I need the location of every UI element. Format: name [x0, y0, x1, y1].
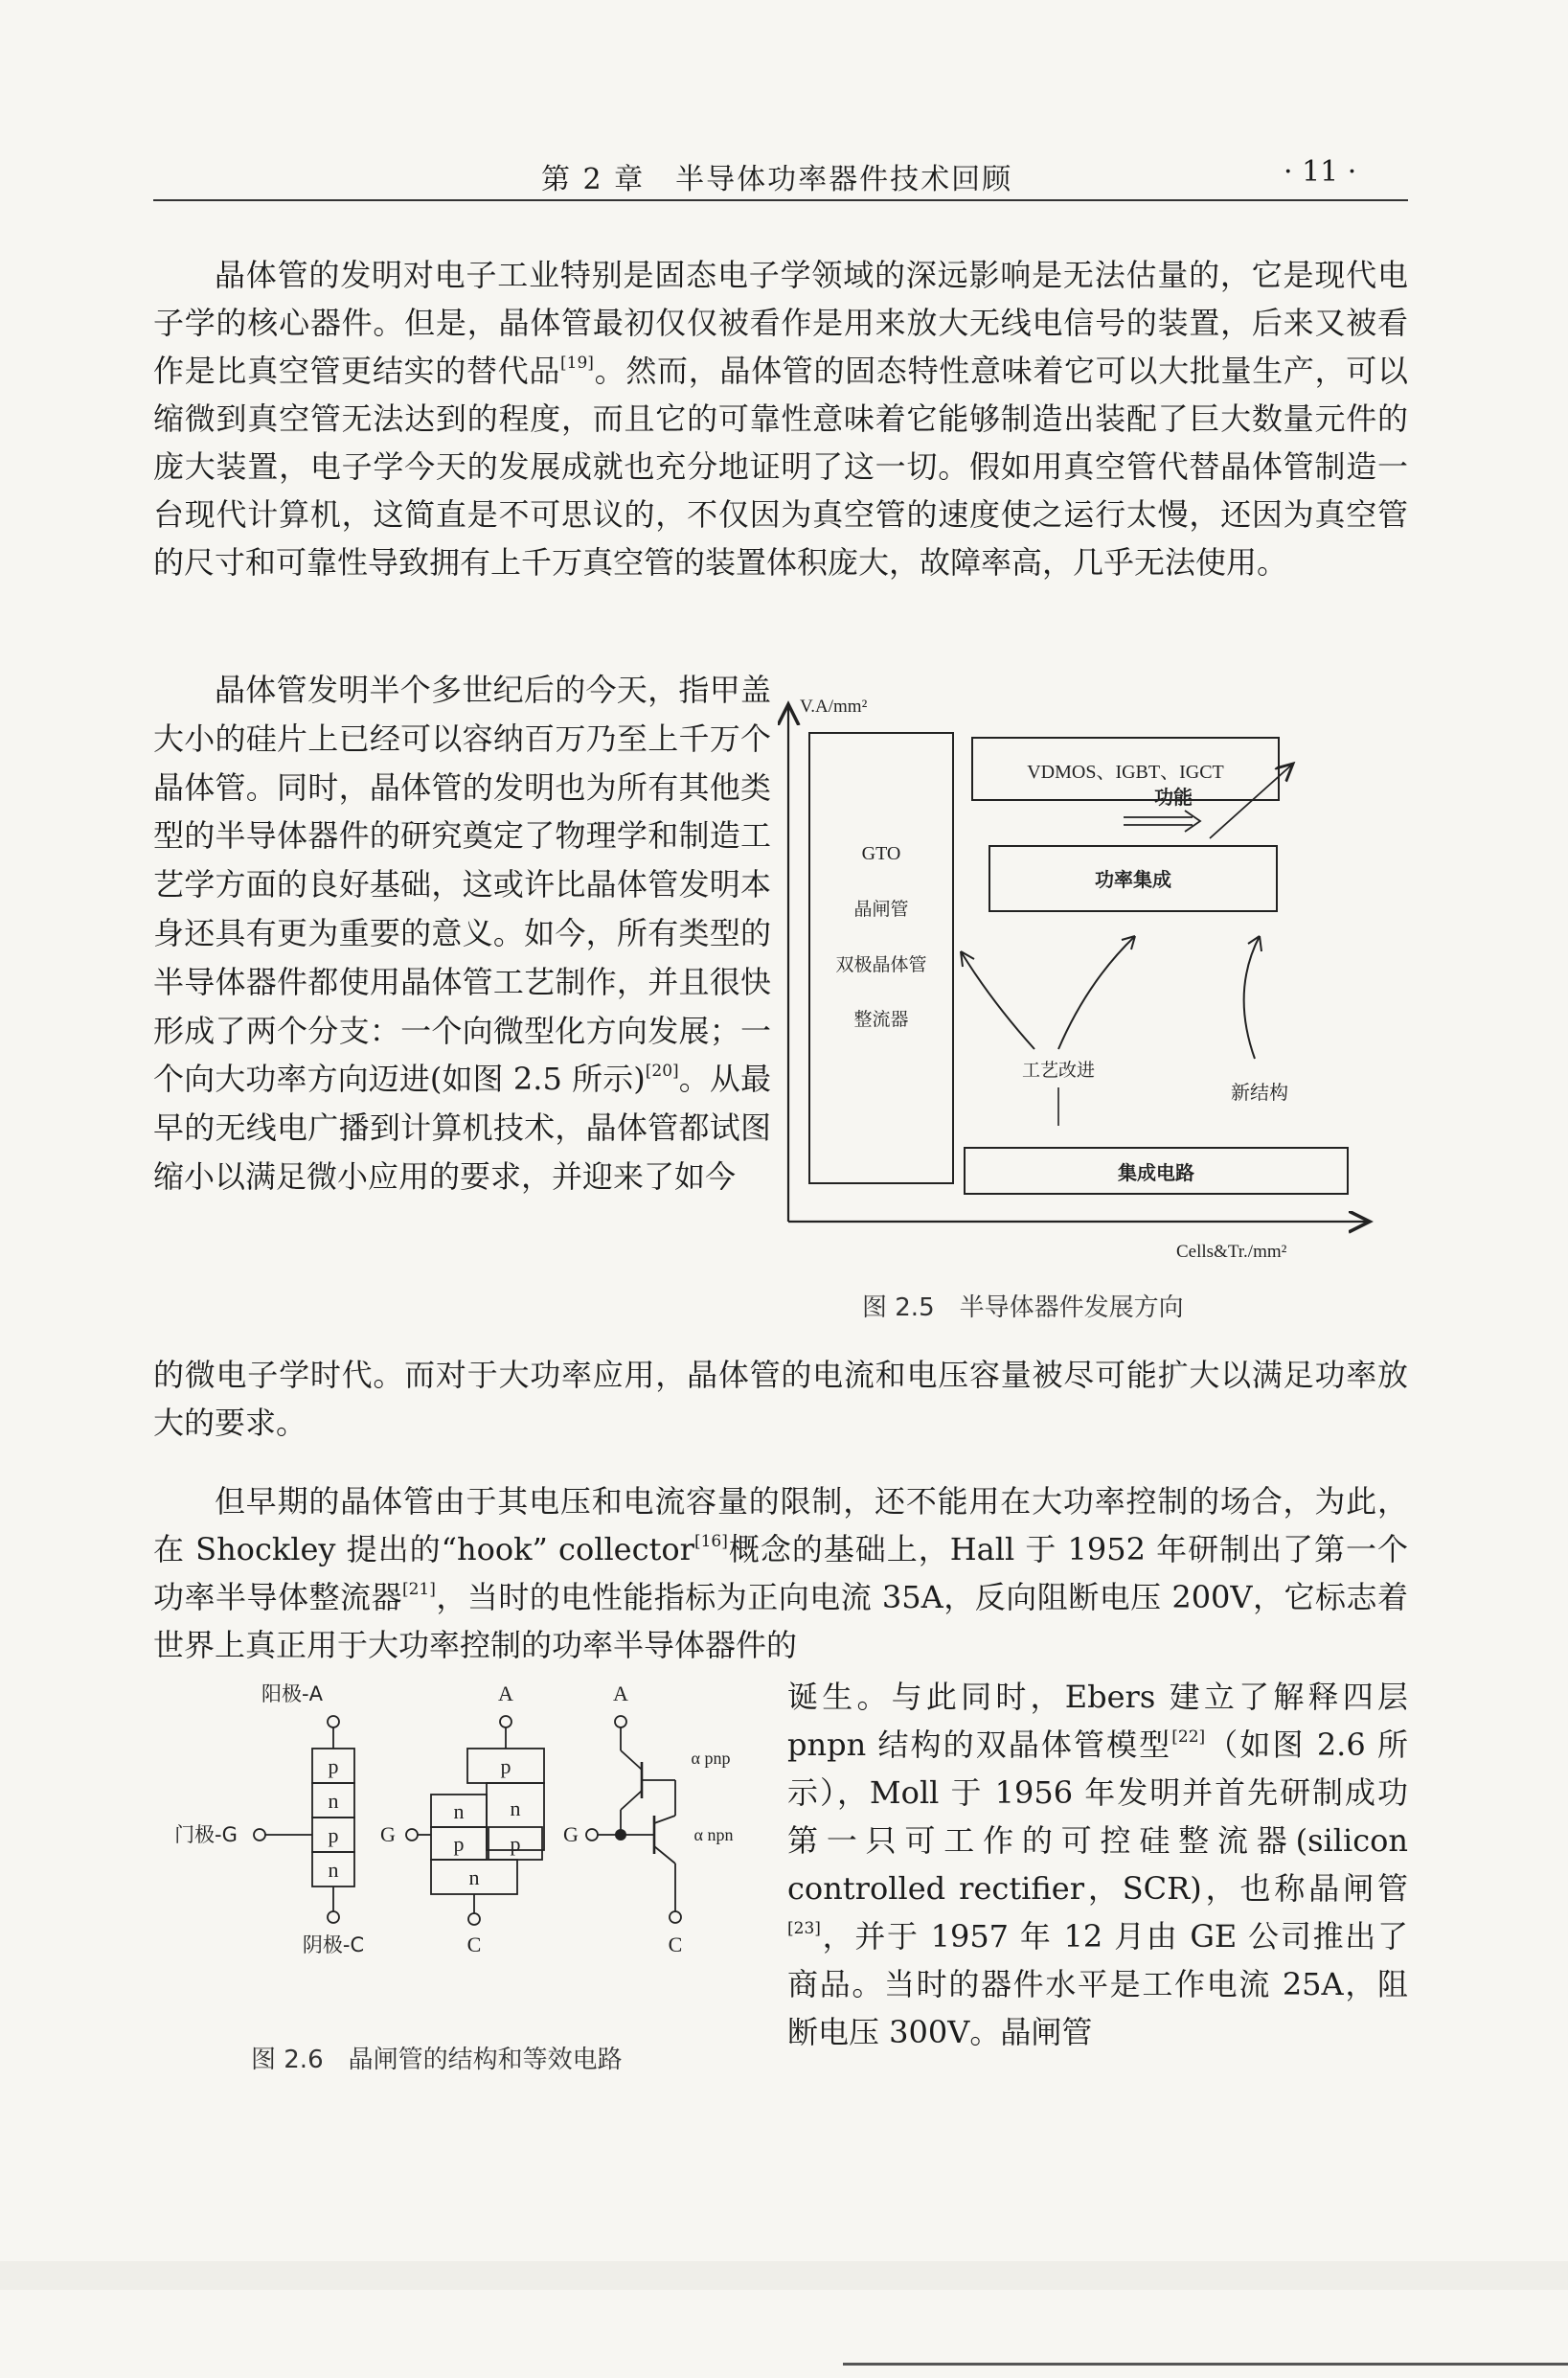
- npn-collector: [654, 1816, 675, 1823]
- figure-2-6-diagram: [153, 1672, 776, 2017]
- pnp-collector: [621, 1791, 642, 1810]
- new-structure-label: 新结构: [1231, 1081, 1288, 1104]
- paragraph-4: [153, 1477, 1408, 1669]
- process-improvement-label: 工艺改进: [1021, 1060, 1096, 1081]
- scan-shadow-band: [0, 2261, 1568, 2290]
- paragraph-5-text-c: ，并于 1957 年 12 月由 GE 公司推出了商品。当时的器件水平是工作电流 25A，阻断电压 300V。晶闸管: [787, 1918, 1408, 2050]
- layer-p2-label: p: [328, 1823, 339, 1847]
- citation-22: [22]: [1171, 1727, 1206, 1747]
- paragraph-4-text-a: 但早期的晶体管由于其电压和电流容量的限制，还不能用在大功率控制的场合，为此，在 Shockley 提出的“hook” collector: [153, 1483, 1408, 1567]
- cathode-c-label-2: C: [466, 1932, 482, 1956]
- anode-terminal: [328, 1716, 339, 1727]
- citation-19: [19]: [560, 354, 594, 373]
- x-axis-label: Cells&Tr./mm²: [1176, 1242, 1287, 1262]
- anode-terminal-3: [615, 1716, 626, 1727]
- curved-arrow-left: [961, 951, 1034, 1049]
- pnp-emitter: [621, 1750, 642, 1770]
- gate-terminal-3: [586, 1829, 598, 1841]
- gate-g-label-3: G: [563, 1822, 579, 1846]
- anode-a-label-3: A: [613, 1681, 628, 1705]
- citation-21: [21]: [401, 1580, 436, 1599]
- paragraph-4-text-b: 概念的基础上，Hall 于 1952 年研制出了第一个功率半导体整流器: [153, 1531, 1408, 1615]
- integrated-circuit-label: 集成电路: [1118, 1161, 1194, 1184]
- citation-23: [23]: [787, 1919, 821, 1938]
- citation-16: [16]: [693, 1532, 728, 1551]
- paragraph-1-text-a: 晶体管的发明对电子工业特别是固态电子学领域的深远影响是无法估量的，它是现代电子学的核心器件。但是，晶体管最初仅仅被看作是用来放大无线电信号的装置，后来又被看作是比真空管更结实的替代品: [153, 257, 1408, 389]
- curved-arrow-new-structure-head: [1248, 936, 1261, 951]
- curved-arrow-new-structure: [1244, 936, 1260, 1059]
- mid-p-label: p: [510, 1832, 521, 1856]
- chapter-title: 第 2 章 半导体功率器件技术回顾: [541, 163, 1013, 196]
- anode-label: 阳极-A: [261, 1682, 323, 1705]
- gate-g-label-2: G: [380, 1822, 396, 1846]
- lower-n-label: n: [453, 1799, 465, 1823]
- vdmos-igbt-igct-label: VDMOS、IGBT、IGCT: [1027, 762, 1224, 783]
- paragraph-2-text-b: 。从最早的无线电广播到计算机技术，晶体管都试图缩小以满足微小应用的要求，并迎来了如今: [153, 1061, 771, 1195]
- alpha-npn-label: α npn: [693, 1825, 734, 1844]
- anode-a-label-2: A: [498, 1681, 513, 1705]
- cathode-terminal-3: [670, 1911, 681, 1923]
- gate-label: 门极-G: [174, 1823, 238, 1846]
- function-label: 功能: [1154, 786, 1193, 809]
- figure-2-5-caption: 图 2.5 半导体器件发展方向: [862, 1293, 1184, 1322]
- bjt-label: 双极晶体管: [835, 954, 927, 975]
- rectifier-label: 整流器: [853, 1009, 909, 1030]
- npn-emitter: [654, 1846, 675, 1864]
- paragraph-5-text-b: （如图 2.6 所示），Moll 于 1956 年发明并首先研制成功第一只可工作的可控硅整流器(silicon controlled rectifier，SCR)，也称晶闸管: [787, 1726, 1408, 1907]
- function-arrow-head: [1185, 811, 1200, 832]
- page-number: · 11 ·: [1284, 155, 1357, 189]
- paragraph-5-text-a: 诞生。与此同时，Ebers 建立了解释四层 pnpn 结构的双晶体管模型: [787, 1679, 1408, 1763]
- paragraph-3: [153, 1351, 1408, 1447]
- header-rule: [153, 199, 1408, 201]
- y-axis-label: V.A/mm²: [800, 697, 868, 717]
- alpha-pnp-label: α pnp: [691, 1749, 731, 1768]
- paragraph-2: [153, 666, 771, 1201]
- bottom-n-label: n: [468, 1865, 480, 1889]
- paragraph-4-text-c: ，当时的电性能指标为正向电流 35A，反向阻断电压 200V，它标志着世界上真正用于大功率控制的功率半导体器件的: [153, 1579, 1408, 1663]
- running-header: [153, 144, 1408, 197]
- cathode-label: 阴极-C: [302, 1933, 365, 1956]
- paragraph-2-text-a: 晶体管发明半个多世纪后的今天，指甲盖大小的硅片上已经可以容纳百万乃至上千万个晶体管。同时，晶体管的发明也为所有其他类型的半导体器件的研究奠定了物理学和制造工艺学方面的良好基础，这或许比晶体管发明本身还具有更为重要的意义。如今，所有类型的半导体器件都使用晶体管工艺制作，并且很快形成了两个分支：一个向微型化方向发展；一个向大功率方向迈进(如图 2.5 所示): [153, 672, 771, 1098]
- anode-terminal-2: [500, 1716, 511, 1727]
- cathode-c-label-3: C: [668, 1932, 683, 1956]
- paragraph-3-text: 的微电子学时代。而对于大功率应用，晶体管的电流和电压容量被尽可能扩大以满足功率放大的要求。: [153, 1357, 1408, 1441]
- citation-20: [20]: [645, 1062, 679, 1082]
- thyristor-label: 晶闸管: [853, 899, 909, 920]
- gto-label: GTO: [861, 843, 901, 864]
- paragraph-1-text-b: 。然而，晶体管的固态特性意味着它可以大批量生产，可以缩微到真空管无法达到的程度，而且它的可靠性意味着它能够制造出装配了巨大数量元件的庞大装置，电子学今天的发展成就也充分地证明了这一切。假如用真空管代替晶体管制造一台现代计算机，这简直是不可思议的，不仅因为真空管的速度使之运行太慢，还因为真空管的尺寸和可靠性导致拥有上千万真空管的装置体积庞大，故障率高，几乎无法使用。: [153, 353, 1408, 581]
- layer-n2-label: n: [328, 1858, 339, 1882]
- upper-n-label: n: [510, 1796, 521, 1820]
- layer-n1-label: n: [328, 1789, 339, 1813]
- lower-p-label: p: [453, 1832, 465, 1856]
- cathode-terminal: [328, 1911, 339, 1923]
- paragraph-5: [787, 1673, 1408, 2056]
- cathode-terminal-2: [468, 1913, 480, 1925]
- gate-terminal-2: [406, 1829, 418, 1841]
- figure-2-5-diagram: [771, 685, 1384, 1274]
- power-integration-label: 功率集成: [1095, 868, 1171, 891]
- gate-junction-dot: [615, 1829, 626, 1841]
- bottom-edge-line: [843, 2363, 1568, 2366]
- curved-arrow-right: [1058, 936, 1135, 1049]
- paragraph-1: [153, 251, 1408, 586]
- gate-terminal: [254, 1829, 265, 1841]
- figure-2-6-caption: 图 2.6 晶闸管的结构和等效电路: [251, 2046, 623, 2074]
- upper-p-label: p: [500, 1754, 511, 1778]
- layer-p1-label: p: [328, 1754, 339, 1778]
